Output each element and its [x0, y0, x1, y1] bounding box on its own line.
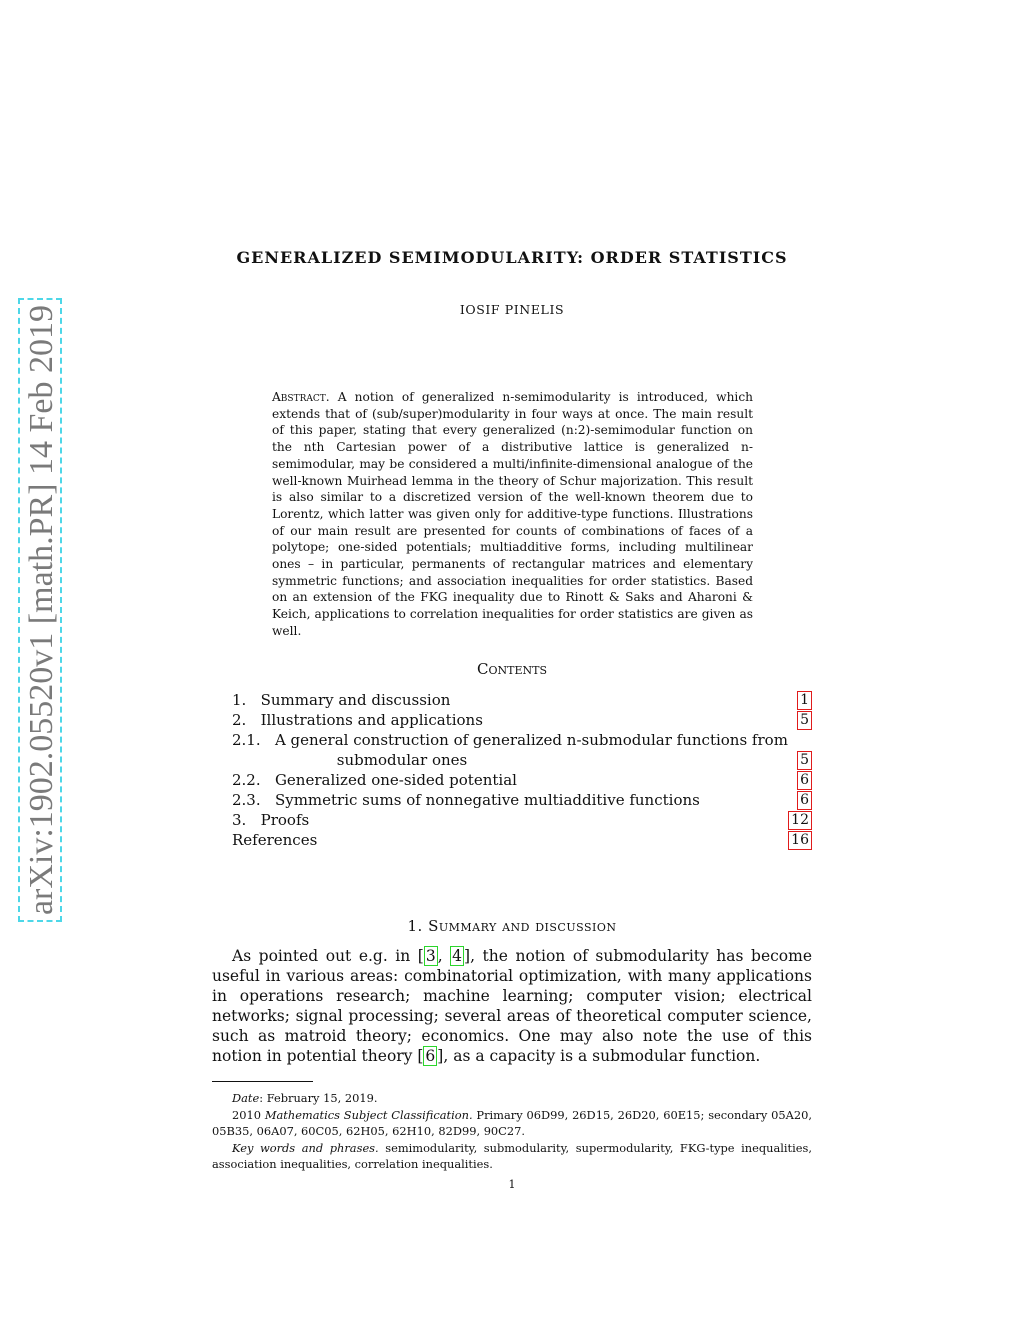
footnote-rule	[212, 1081, 313, 1082]
footnote-date	[212, 1090, 812, 1107]
toc-item-label: A general construction of generalized n-submodular functions from	[274, 731, 788, 749]
footnote-keywords	[212, 1140, 812, 1173]
toc-item-number: 2.1.	[232, 731, 261, 749]
paragraph-text: ], as a capacity is a submodular function.	[437, 1047, 761, 1065]
toc-item-label-continued: submodular ones	[336, 751, 468, 769]
footnote-text: 2010	[232, 1107, 265, 1122]
toc-item-references[interactable]	[232, 830, 812, 850]
toc-item-number: 2.	[232, 711, 247, 729]
body-paragraph	[212, 946, 812, 1066]
citation-link[interactable]: 3	[425, 947, 436, 965]
toc-page-link[interactable]: 12	[788, 811, 812, 830]
toc-item-number: 2.3.	[232, 791, 261, 809]
footnote-label: Date	[232, 1091, 260, 1105]
toc-item-number: 3.	[232, 811, 247, 829]
toc-item-general-construction-cont[interactable]	[232, 750, 812, 770]
footnote-label: Key words and phrases.	[232, 1140, 379, 1155]
toc-item-summary[interactable]	[232, 690, 812, 710]
page-number: 1	[508, 1178, 516, 1191]
paper-author: IOSIF PINELIS	[459, 302, 565, 317]
toc-item-proofs[interactable]	[232, 810, 812, 830]
contents-title: Contents	[477, 660, 547, 678]
citation-link[interactable]: 4	[452, 947, 463, 965]
abstract-label: Abstract.	[272, 390, 330, 404]
footnote-text: : February 15, 2019.	[259, 1091, 378, 1105]
toc-item-one-sided-potential[interactable]	[232, 770, 812, 790]
toc-item-number: 2.2.	[232, 771, 261, 789]
paragraph-text: As pointed out e.g. in [	[232, 947, 424, 965]
toc-item-general-construction[interactable]	[232, 730, 812, 750]
toc-item-label: Symmetric sums of nonnegative multiadditive functions	[274, 791, 700, 809]
paper-title: GENERALIZED SEMIMODULARITY: ORDER STATISTICS	[236, 248, 788, 267]
toc-page-link[interactable]: 16	[788, 831, 812, 850]
toc-page-link[interactable]: 5	[797, 751, 812, 770]
section-heading: 1. Summary and discussion	[407, 917, 617, 935]
footnote-text: semimodularity, submodularity, supermodularity, FKG-type inequalities, association inequalities, correlation inequalities.	[212, 1140, 812, 1171]
footnote-text: Primary 06D99, 26D15, 26D20, 60E15; secondary 05A20, 05B35, 06A07, 60C05, 62H05, 62H10, 82D99, 90C27.	[212, 1107, 812, 1138]
toc-page-link[interactable]: 1	[797, 691, 812, 710]
toc-item-label: Summary and discussion	[260, 691, 451, 709]
citation-separator: ,	[437, 947, 451, 965]
footnote-msc	[212, 1107, 812, 1140]
toc-item-illustrations[interactable]	[232, 710, 812, 730]
arxiv-identifier[interactable]: arXiv:1902.05520v1 [math.PR] 14 Feb 2019	[23, 304, 60, 916]
citation-link[interactable]: 6	[425, 1047, 436, 1065]
toc-item-label: References	[232, 831, 318, 849]
toc-page-link[interactable]: 6	[797, 791, 812, 810]
toc-item-label: Generalized one-sided potential	[274, 771, 517, 789]
footnote-label: Mathematics Subject Classification.	[264, 1107, 473, 1122]
toc-item-label: Proofs	[260, 811, 310, 829]
abstract-text: A notion of generalized n-semimodularity is introduced, which extends that of (sub/super)modularity in four ways at once. The main result of this paper, stating that every generalized (n:2)-semimodular function on the nth Cartesian power of a distributive lattice is generalized n-semimodular, may be considered a multi/infinite-dimensional analogue of the well-known Muirhead lemma in the theory of Schur majorization. This result is also similar to a discretized version of the well-known theorem due to Lorentz, which latter was given only for additive-type functions. Illustrations of our main result are presented for counts of combinations of faces of a polytope; one-sided potentials; multiadditive forms, including multilinear ones – in particular, permanents of rectangular matrices and elementary symmetric functions; and association inequalities for order statistics. Based on an extension of the FKG inequality due to Rinott & Saks and Aharoni & Keich, applications to correlation inequalities for order statistics are given as well.	[272, 390, 753, 638]
toc-item-symmetric-sums[interactable]	[232, 790, 812, 810]
toc-item-number: 1.	[232, 691, 247, 709]
table-of-contents	[232, 690, 812, 850]
paragraph-text: ], the notion of submodularity has become useful in various areas: combinatorial optimization, with many applications in operations research; machine learning; computer vision; electrical networks; signal processing; several areas of theoretical computer science, such as matroid theory; economics. One may also note the use of this notion in potential theory [	[212, 947, 812, 1065]
abstract	[272, 389, 753, 640]
toc-page-link[interactable]: 6	[797, 771, 812, 790]
toc-page-link[interactable]: 5	[797, 711, 812, 730]
footnotes	[212, 1090, 812, 1173]
toc-item-label: Illustrations and applications	[260, 711, 483, 729]
